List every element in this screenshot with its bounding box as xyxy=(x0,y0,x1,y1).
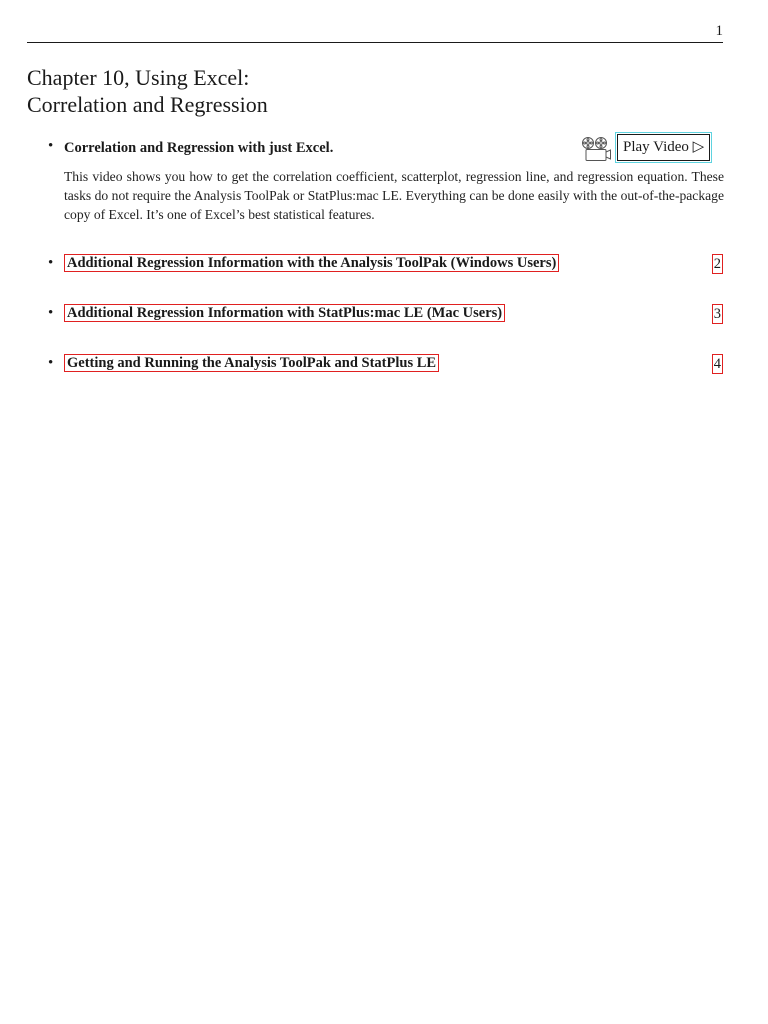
bullet-1: • xyxy=(48,138,54,154)
header-rule xyxy=(27,42,723,43)
item-description: This video shows you how to get the correlation coefficient, scatterplot, regression line, and regression equation. These tasks do not require the Analysis ToolPak or StatPlus:mac LE. Everything can be done easily with the out-of-the-package copy of Excel. It’s one of Excel’s best statistical features. xyxy=(64,169,724,222)
link-getting-running[interactable]: Getting and Running the Analysis ToolPak and StatPlus LE xyxy=(64,354,439,372)
chapter-title-line-1: Chapter 10, Using Excel: xyxy=(27,65,250,90)
chapter-title xyxy=(27,64,727,118)
page-ref-2[interactable]: 2 xyxy=(713,256,721,272)
page-number: 1 xyxy=(715,23,723,39)
item-title-analysis-toolpak[interactable] xyxy=(64,254,559,272)
page-ref-4[interactable]: 4 xyxy=(713,356,721,372)
link-analysis-toolpak[interactable]: Additional Regression Information with the Analysis ToolPak (Windows Users) xyxy=(64,254,559,272)
chapter-title-line-2: Correlation and Regression xyxy=(27,92,268,117)
item-title-getting-running[interactable] xyxy=(64,354,439,372)
play-video-button[interactable]: Play Video ▷ xyxy=(617,134,710,161)
bullet-3: • xyxy=(48,305,54,321)
item-title-statplus-mac[interactable] xyxy=(64,304,505,322)
link-statplus-mac[interactable]: Additional Regression Information with StatPlus:mac LE (Mac Users) xyxy=(64,304,505,322)
item-title-correlation-regression: Correlation and Regression with just Excel. xyxy=(64,140,334,156)
bullet-2: • xyxy=(48,255,54,271)
bullet-4: • xyxy=(48,355,54,371)
page-ref-3[interactable]: 3 xyxy=(713,306,721,322)
film-projector-icon xyxy=(580,136,612,162)
